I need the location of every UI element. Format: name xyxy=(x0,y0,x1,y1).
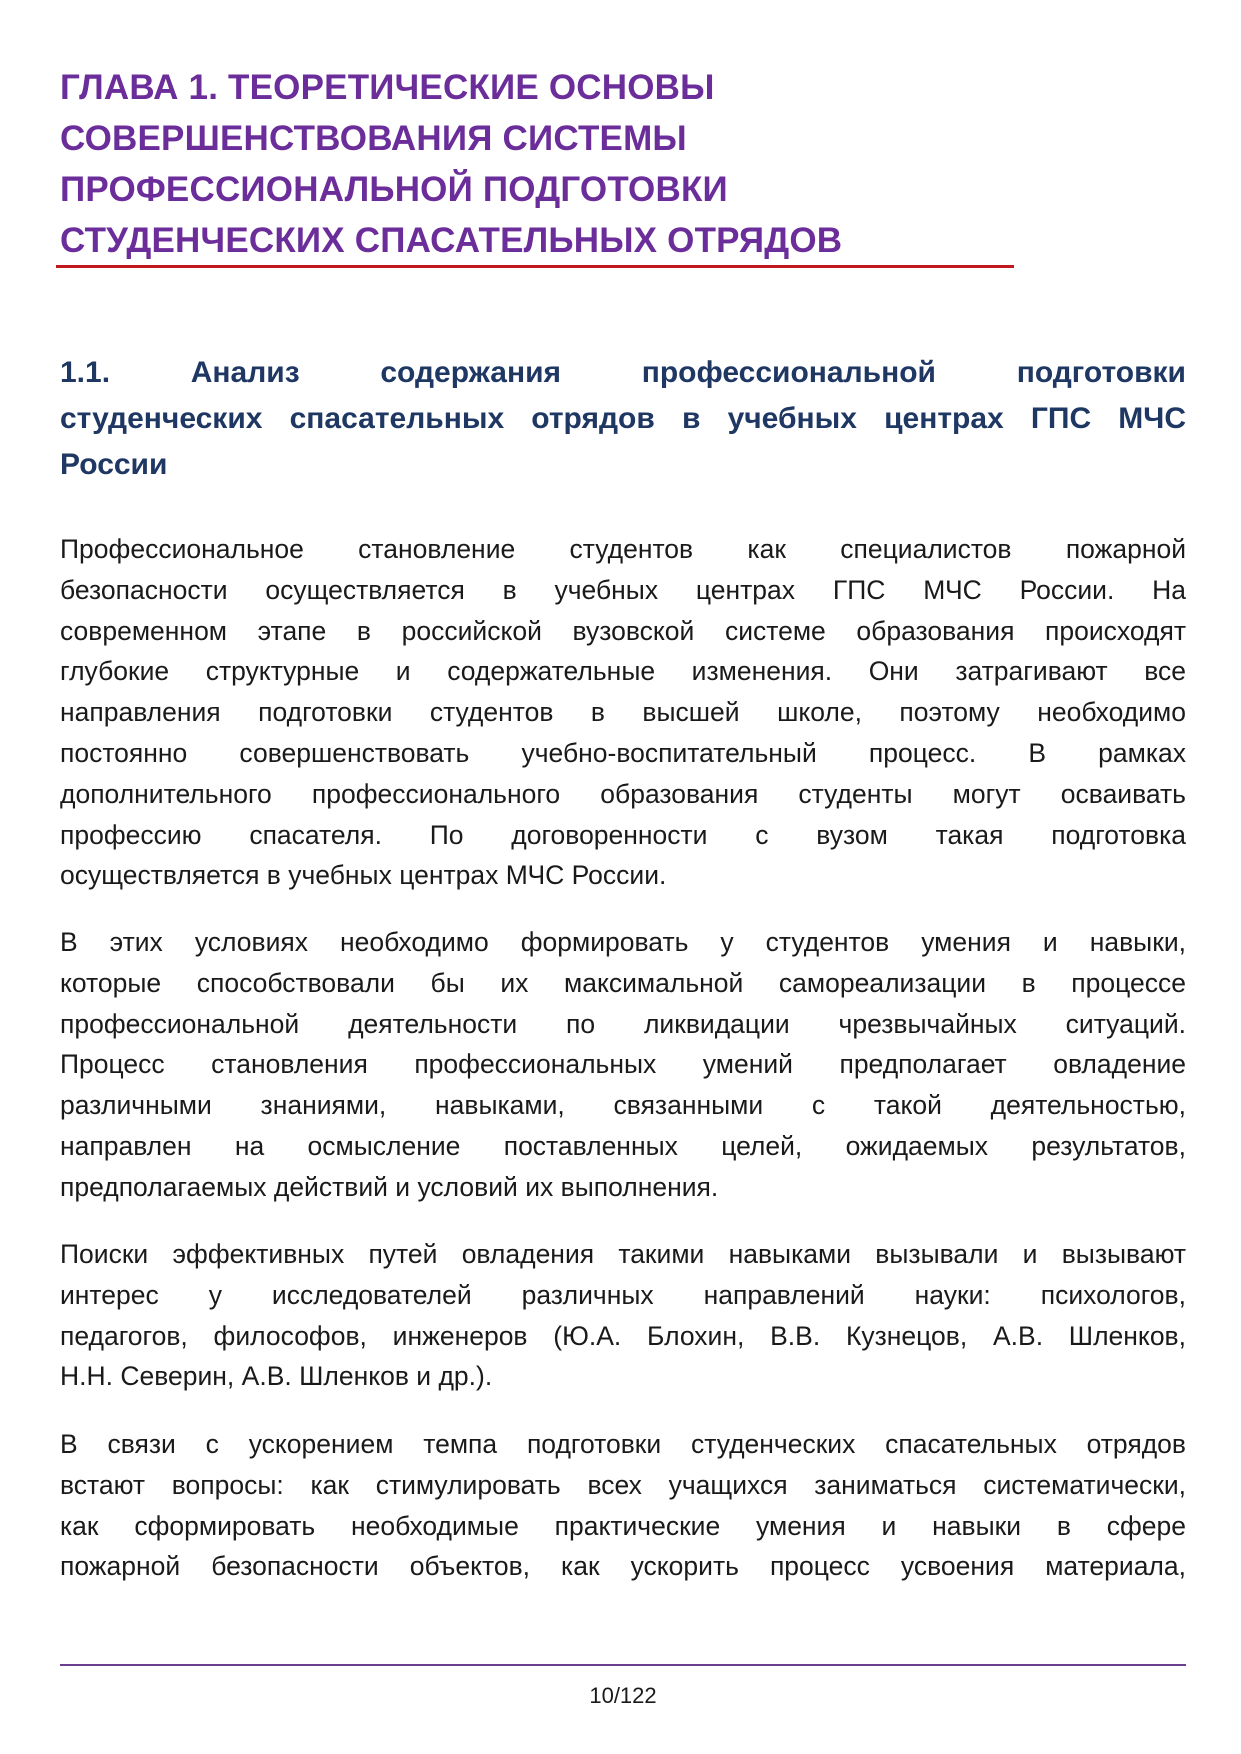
paragraph-line: профессиональной деятельности по ликвидации чрезвычайных ситуаций. xyxy=(60,1008,1186,1039)
footer-divider xyxy=(60,1664,1186,1666)
chapter-title xyxy=(60,62,1020,266)
section-title-line: России xyxy=(60,448,168,481)
paragraph-4 xyxy=(60,1424,1186,1587)
paragraph-line: направления подготовки студентов в высшей школе, поэтому необходимо xyxy=(60,697,1186,728)
paragraph-line: Поиски эффективных путей овладения такими навыками вызывали и вызывают xyxy=(60,1239,1186,1269)
paragraph-line: Н.Н. Северин, А.В. Шленков и др.). xyxy=(60,1361,493,1392)
section-title xyxy=(60,350,1186,488)
page-number: 10/122 xyxy=(589,1683,657,1708)
paragraph-line: глубокие структурные и содержательные изменения. Они затрагивают все xyxy=(60,656,1186,687)
paragraph-line: безопасности осуществляется в учебных центрах ГПС МЧС России. На xyxy=(60,574,1186,605)
paragraph-line: дополнительного профессионального образования студенты могут осваивать xyxy=(60,778,1186,809)
paragraph-2 xyxy=(60,922,1186,1208)
paragraph-line: современном этапе в российской вузовской системе образования происходят xyxy=(60,615,1186,646)
paragraph-line: предполагаемых действий и условий их выполнения. xyxy=(60,1171,719,1202)
paragraph-3 xyxy=(60,1234,1186,1397)
paragraph-line: педагогов, философов, инженеров (Ю.А. Блохин, В.В. Кузнецов, А.В. Шленков, xyxy=(60,1320,1186,1351)
paragraph-line: различными знаниями, навыками, связанными с такой деятельностью, xyxy=(60,1090,1186,1121)
paragraph-line: как сформировать необходимые практические умения и навыки в сфере xyxy=(60,1510,1186,1541)
paragraph-line: Профессиональное становление студентов как специалистов пожарной xyxy=(60,534,1186,564)
paragraph-line: профессию спасателя. По договоренности с вузом такая подготовка xyxy=(60,819,1186,850)
chapter-title-underline xyxy=(56,265,1014,268)
paragraph-line: постоянно совершенствовать учебно-воспитательный процесс. В рамках xyxy=(60,737,1186,768)
paragraph-line: пожарной безопасности объектов, как ускорить процесс усвоения материала, xyxy=(60,1551,1186,1582)
chapter-title-line: СТУДЕНЧЕСКИХ СПАСАТЕЛЬНЫХ ОТРЯДОВ xyxy=(60,221,843,260)
paragraph-line: направлен на осмысление поставленных целей, ожидаемых результатов, xyxy=(60,1130,1186,1161)
section-title-line: студенческих спасательных отрядов в учебных центрах ГПС МЧС xyxy=(60,402,1186,435)
paragraph-line: В связи с ускорением темпа подготовки студенческих спасательных отрядов xyxy=(60,1429,1186,1459)
paragraph-1 xyxy=(60,529,1186,896)
chapter-title-line: ГЛАВА 1. ТЕОРЕТИЧЕСКИЕ ОСНОВЫ xyxy=(60,68,715,107)
document-page xyxy=(60,0,1186,1754)
chapter-title-line: СОВЕРШЕНСТВОВАНИЯ СИСТЕМЫ xyxy=(60,119,687,158)
paragraph-line: В этих условиях необходимо формировать у студентов умения и навыки, xyxy=(60,927,1186,957)
paragraph-line: осуществляется в учебных центрах МЧС России. xyxy=(60,860,667,891)
paragraph-line: Процесс становления профессиональных умений предполагает овладение xyxy=(60,1049,1186,1080)
chapter-title-line: ПРОФЕССИОНАЛЬНОЙ ПОДГОТОВКИ xyxy=(60,170,728,209)
paragraph-line: интерес у исследователей различных направлений науки: психологов, xyxy=(60,1279,1186,1310)
paragraph-line: встают вопросы: как стимулировать всех учащихся заниматься систематически, xyxy=(60,1469,1186,1500)
paragraph-line: которые способствовали бы их максимальной самореализации в процессе xyxy=(60,967,1186,998)
section-title-line: 1.1. Анализ содержания профессиональной подготовки xyxy=(60,356,1186,389)
